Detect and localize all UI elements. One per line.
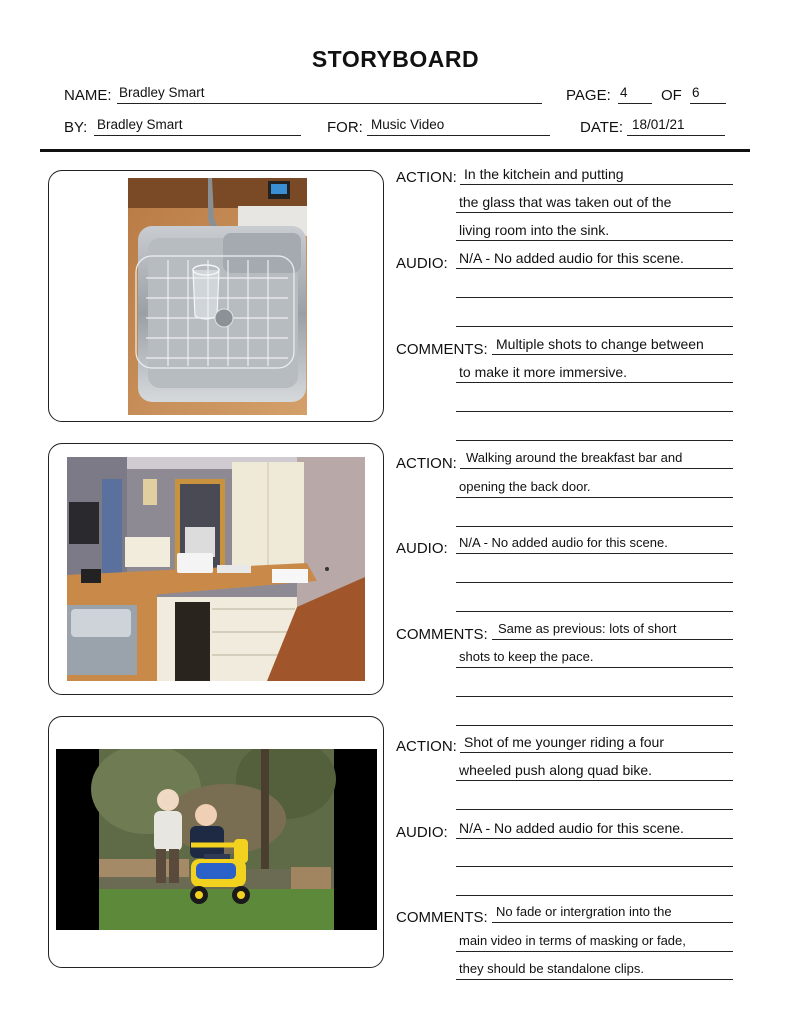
scene-2-comments-text-2: shots to keep the pace. [459,649,594,664]
of-label: OF [661,87,682,104]
name-field [64,84,542,104]
scene-2-action-line-3 [456,526,733,527]
name-value: Bradley Smart [119,85,205,100]
scene-2-comments-text-1: Same as previous: lots of short [498,621,677,636]
scene-2-action-label: ACTION: [396,455,457,472]
scene-1-action-line-1 [460,184,733,185]
scene-1-action-text-2: the glass that was taken out of the [459,194,672,210]
scene-1-audio-line-1 [456,268,733,269]
scene-2-audio-line-1 [456,553,733,554]
scene-3-comments-line-3 [456,979,733,980]
scene-1-comments-line-1 [492,354,733,355]
scene-3-audio-line-1 [456,838,733,839]
scene-3-action-text-2: wheeled push along quad bike. [459,762,653,778]
scene-2-comments-line-1 [492,639,733,640]
scene-3-comments-text-3: they should be standalone clips. [459,961,645,976]
kitchen-sink-illustration [128,178,307,415]
page-label: PAGE: [566,87,611,104]
date-label: DATE: [580,119,624,136]
scene-1-comments-line-2 [456,382,733,383]
scene-3-action-text-1: Shot of me younger riding a four [464,734,665,750]
scene-2-comments-line-3 [456,696,733,697]
header-divider [40,149,750,152]
scene-2-action-line-1 [460,468,733,469]
date-underline [627,135,725,136]
by-value: Bradley Smart [97,117,183,132]
scene-3-action-line-3 [456,809,733,810]
scene-1-comments-text-1: Multiple shots to change between [496,336,704,352]
for-label: FOR: [327,119,363,136]
scene-1-comments-label: COMMENTS: [396,341,488,358]
kitchen-sink-photo [128,178,307,415]
scene-3-comments-text-1: No fade or intergration into the [496,904,672,919]
scene-1-audio-line-3 [456,326,733,327]
of-field [661,84,727,104]
of-underline [690,103,726,104]
page-underline [618,103,652,104]
scene-2-comments-line-2 [456,667,733,668]
date-field [580,116,726,136]
page-value: 4 [620,85,628,100]
scene-1-comments-text-2: to make it more immersive. [459,364,628,380]
scene-3-action-line-2 [456,780,733,781]
storyboard-title: STORYBOARD [311,46,480,72]
scene-3-audio-label: AUDIO: [396,824,448,841]
by-underline [94,135,301,136]
by-label: BY: [64,119,88,136]
scene-1-action-text-1: In the kitchein and putting [464,166,624,182]
scene-3-comments-line-1 [492,922,733,923]
scene-3-comments-text-2: main video in terms of masking or fade, [459,933,686,948]
scene-2-action-line-2 [456,497,733,498]
scene-3-audio-text-1: N/A - No added audio for this scene. [459,820,684,836]
scene-2-audio-text-1: N/A - No added audio for this scene. [459,535,668,550]
for-value: Music Video [371,117,445,132]
scene-1-action-line-2 [456,212,733,213]
scene-3-comments-label: COMMENTS: [396,909,488,926]
children-quad-bike-photo [56,749,377,930]
by-field [64,116,302,136]
for-field [327,116,551,136]
scene-3-audio-line-3 [456,895,733,896]
scene-1-action-label: ACTION: [396,169,457,186]
scene-3-action-label: ACTION: [396,738,457,755]
kitchen-breakfast-bar-illustration [67,457,365,681]
page-field [566,84,654,104]
scene-3-audio-line-2 [456,866,733,867]
date-value: 18/01/21 [632,117,685,132]
name-label: NAME: [64,87,112,104]
scene-1-action-line-3 [456,240,733,241]
scene-3-action-line-1 [460,752,733,753]
scene-2-comments-line-4 [456,725,733,726]
scene-2-action-text-1: Walking around the breakfast bar and [466,450,683,465]
scene-2-audio-line-2 [456,582,733,583]
scene-3-comments-line-2 [456,951,733,952]
scene-1-comments-line-4 [456,440,733,441]
children-quad-bike-illustration [56,749,377,930]
scene-1-audio-text-1: N/A - No added audio for this scene. [459,250,684,266]
of-value: 6 [692,85,700,100]
scene-1-audio-line-2 [456,297,733,298]
scene-1-action-text-3: living room into the sink. [459,222,610,238]
name-underline [117,103,542,104]
scene-1-audio-label: AUDIO: [396,255,448,272]
scene-2-audio-label: AUDIO: [396,540,448,557]
for-underline [367,135,550,136]
scene-2-action-text-2: opening the back door. [459,479,591,494]
scene-1-comments-line-3 [456,411,733,412]
kitchen-breakfast-bar-photo [67,457,365,681]
scene-2-audio-line-3 [456,611,733,612]
scene-2-comments-label: COMMENTS: [396,626,488,643]
